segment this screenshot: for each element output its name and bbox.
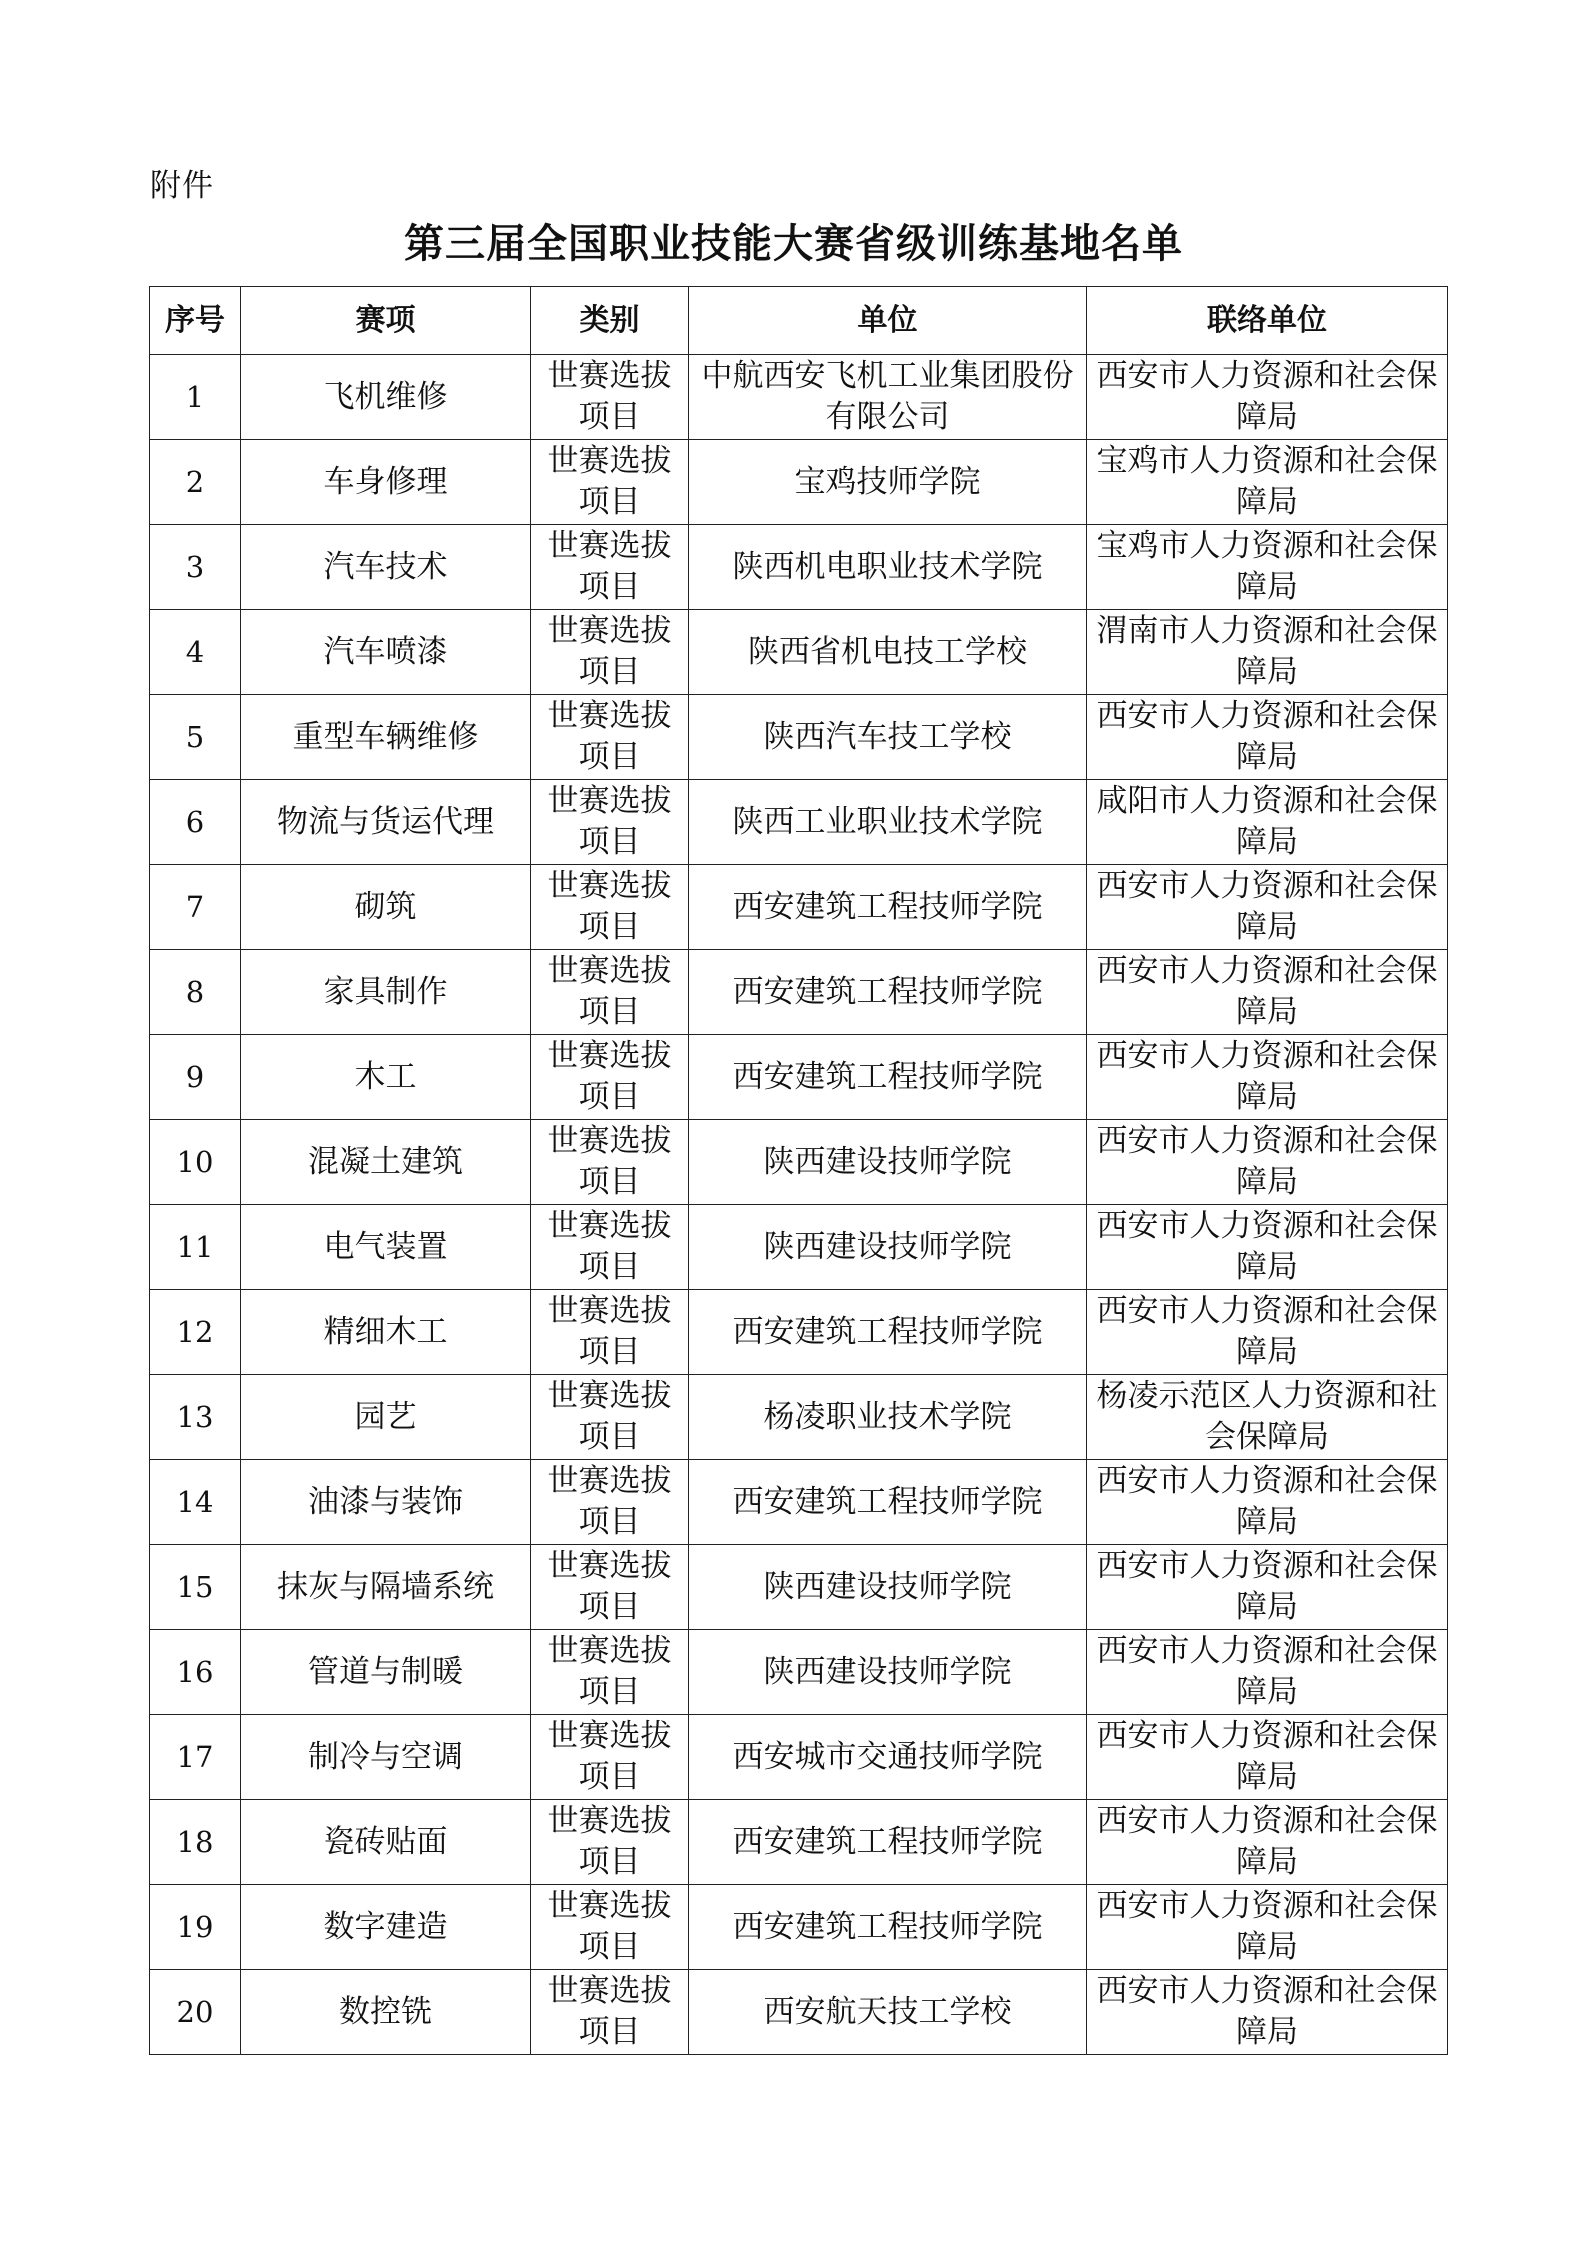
cell-liaison: 西安市人力资源和社会保障局 <box>1087 1545 1448 1630</box>
cell-category: 世赛选拔项目 <box>531 1460 689 1545</box>
cell-unit: 西安建筑工程技师学院 <box>689 950 1087 1035</box>
table-row <box>150 1035 1448 1120</box>
document-title: 第三届全国职业技能大赛省级训练基地名单 <box>404 220 1183 267</box>
cell-unit: 陕西建设技师学院 <box>689 1630 1087 1715</box>
cell-category: 世赛选拔项目 <box>531 1545 689 1630</box>
cell-unit: 西安建筑工程技师学院 <box>689 1800 1087 1885</box>
cell-event: 电气装置 <box>241 1205 531 1290</box>
cell-unit: 陕西建设技师学院 <box>689 1120 1087 1205</box>
cell-unit: 陕西建设技师学院 <box>689 1545 1087 1630</box>
cell-seq: 4 <box>150 610 241 695</box>
cell-seq: 20 <box>150 1970 241 2055</box>
table-row <box>150 780 1448 865</box>
cell-category: 世赛选拔项目 <box>531 950 689 1035</box>
table-row <box>150 1630 1448 1715</box>
cell-category: 世赛选拔项目 <box>531 355 689 440</box>
cell-event: 砌筑 <box>241 865 531 950</box>
cell-unit: 陕西省机电技工学校 <box>689 610 1087 695</box>
cell-event: 汽车技术 <box>241 525 531 610</box>
cell-unit: 西安建筑工程技师学院 <box>689 865 1087 950</box>
cell-category: 世赛选拔项目 <box>531 780 689 865</box>
table-row <box>150 610 1448 695</box>
training-base-table <box>149 286 1448 2055</box>
cell-category: 世赛选拔项目 <box>531 440 689 525</box>
cell-seq: 7 <box>150 865 241 950</box>
cell-event: 精细木工 <box>241 1290 531 1375</box>
cell-category: 世赛选拔项目 <box>531 1120 689 1205</box>
cell-category: 世赛选拔项目 <box>531 1885 689 1970</box>
cell-seq: 13 <box>150 1375 241 1460</box>
cell-unit: 西安城市交通技师学院 <box>689 1715 1087 1800</box>
cell-category: 世赛选拔项目 <box>531 1035 689 1120</box>
cell-liaison: 宝鸡市人力资源和社会保障局 <box>1087 525 1448 610</box>
table-row <box>150 1800 1448 1885</box>
cell-seq: 19 <box>150 1885 241 1970</box>
cell-seq: 1 <box>150 355 241 440</box>
table-header <box>150 287 1448 355</box>
cell-unit: 西安建筑工程技师学院 <box>689 1885 1087 1970</box>
table-row <box>150 695 1448 780</box>
cell-category: 世赛选拔项目 <box>531 695 689 780</box>
cell-liaison: 西安市人力资源和社会保障局 <box>1087 1970 1448 2055</box>
table-row <box>150 1375 1448 1460</box>
table-body <box>150 355 1448 2055</box>
cell-event: 管道与制暖 <box>241 1630 531 1715</box>
cell-seq: 5 <box>150 695 241 780</box>
cell-category: 世赛选拔项目 <box>531 1205 689 1290</box>
cell-seq: 10 <box>150 1120 241 1205</box>
cell-event: 重型车辆维修 <box>241 695 531 780</box>
cell-unit: 中航西安飞机工业集团股份有限公司 <box>689 355 1087 440</box>
cell-unit: 宝鸡技师学院 <box>689 440 1087 525</box>
table-row <box>150 865 1448 950</box>
table-row <box>150 950 1448 1035</box>
table-row <box>150 1715 1448 1800</box>
cell-seq: 12 <box>150 1290 241 1375</box>
cell-event: 数控铣 <box>241 1970 531 2055</box>
cell-category: 世赛选拔项目 <box>531 610 689 695</box>
cell-event: 物流与货运代理 <box>241 780 531 865</box>
cell-seq: 15 <box>150 1545 241 1630</box>
table-row <box>150 1290 1448 1375</box>
cell-category: 世赛选拔项目 <box>531 1800 689 1885</box>
cell-event: 数字建造 <box>241 1885 531 1970</box>
cell-seq: 6 <box>150 780 241 865</box>
header-unit: 单位 <box>689 287 1087 355</box>
header-liaison: 联络单位 <box>1087 287 1448 355</box>
cell-unit: 西安建筑工程技师学院 <box>689 1290 1087 1375</box>
cell-category: 世赛选拔项目 <box>531 1970 689 2055</box>
cell-liaison: 西安市人力资源和社会保障局 <box>1087 1205 1448 1290</box>
table-row <box>150 1885 1448 1970</box>
cell-liaison: 西安市人力资源和社会保障局 <box>1087 1120 1448 1205</box>
cell-event: 制冷与空调 <box>241 1715 531 1800</box>
cell-unit: 杨凌职业技术学院 <box>689 1375 1087 1460</box>
cell-liaison: 西安市人力资源和社会保障局 <box>1087 1630 1448 1715</box>
header-category: 类别 <box>531 287 689 355</box>
cell-unit: 陕西机电职业技术学院 <box>689 525 1087 610</box>
cell-liaison: 宝鸡市人力资源和社会保障局 <box>1087 440 1448 525</box>
cell-seq: 18 <box>150 1800 241 1885</box>
cell-unit: 陕西工业职业技术学院 <box>689 780 1087 865</box>
cell-category: 世赛选拔项目 <box>531 1290 689 1375</box>
cell-unit: 西安航天技工学校 <box>689 1970 1087 2055</box>
header-seq: 序号 <box>150 287 241 355</box>
table-row <box>150 1460 1448 1545</box>
cell-category: 世赛选拔项目 <box>531 1630 689 1715</box>
cell-seq: 9 <box>150 1035 241 1120</box>
cell-category: 世赛选拔项目 <box>531 1375 689 1460</box>
cell-seq: 3 <box>150 525 241 610</box>
header-row <box>150 287 1448 355</box>
table-row <box>150 525 1448 610</box>
table-row <box>150 1545 1448 1630</box>
cell-liaison: 西安市人力资源和社会保障局 <box>1087 355 1448 440</box>
cell-liaison: 西安市人力资源和社会保障局 <box>1087 695 1448 780</box>
cell-liaison: 西安市人力资源和社会保障局 <box>1087 1885 1448 1970</box>
table-row <box>150 1120 1448 1205</box>
cell-unit: 陕西汽车技工学校 <box>689 695 1087 780</box>
table-row <box>150 355 1448 440</box>
cell-event: 家具制作 <box>241 950 531 1035</box>
cell-seq: 2 <box>150 440 241 525</box>
cell-liaison: 西安市人力资源和社会保障局 <box>1087 1460 1448 1545</box>
cell-liaison: 西安市人力资源和社会保障局 <box>1087 1290 1448 1375</box>
cell-category: 世赛选拔项目 <box>531 1715 689 1800</box>
cell-liaison: 咸阳市人力资源和社会保障局 <box>1087 780 1448 865</box>
table-row <box>150 1970 1448 2055</box>
cell-liaison: 西安市人力资源和社会保障局 <box>1087 950 1448 1035</box>
table-row <box>150 1205 1448 1290</box>
cell-unit: 西安建筑工程技师学院 <box>689 1460 1087 1545</box>
cell-event: 园艺 <box>241 1375 531 1460</box>
cell-event: 车身修理 <box>241 440 531 525</box>
cell-event: 瓷砖贴面 <box>241 1800 531 1885</box>
cell-unit: 陕西建设技师学院 <box>689 1205 1087 1290</box>
cell-event: 飞机维修 <box>241 355 531 440</box>
cell-event: 汽车喷漆 <box>241 610 531 695</box>
cell-seq: 11 <box>150 1205 241 1290</box>
cell-liaison: 渭南市人力资源和社会保障局 <box>1087 610 1448 695</box>
attachment-label: 附件 <box>150 168 214 204</box>
table-row <box>150 440 1448 525</box>
cell-liaison: 西安市人力资源和社会保障局 <box>1087 1800 1448 1885</box>
cell-liaison: 西安市人力资源和社会保障局 <box>1087 1035 1448 1120</box>
cell-liaison: 西安市人力资源和社会保障局 <box>1087 1715 1448 1800</box>
cell-liaison: 西安市人力资源和社会保障局 <box>1087 865 1448 950</box>
cell-seq: 17 <box>150 1715 241 1800</box>
cell-event: 混凝土建筑 <box>241 1120 531 1205</box>
cell-liaison: 杨凌示范区人力资源和社会保障局 <box>1087 1375 1448 1460</box>
cell-seq: 14 <box>150 1460 241 1545</box>
cell-seq: 8 <box>150 950 241 1035</box>
cell-event: 抹灰与隔墙系统 <box>241 1545 531 1630</box>
header-event: 赛项 <box>241 287 531 355</box>
cell-event: 木工 <box>241 1035 531 1120</box>
cell-unit: 西安建筑工程技师学院 <box>689 1035 1087 1120</box>
cell-event: 油漆与装饰 <box>241 1460 531 1545</box>
cell-category: 世赛选拔项目 <box>531 525 689 610</box>
cell-category: 世赛选拔项目 <box>531 865 689 950</box>
cell-seq: 16 <box>150 1630 241 1715</box>
